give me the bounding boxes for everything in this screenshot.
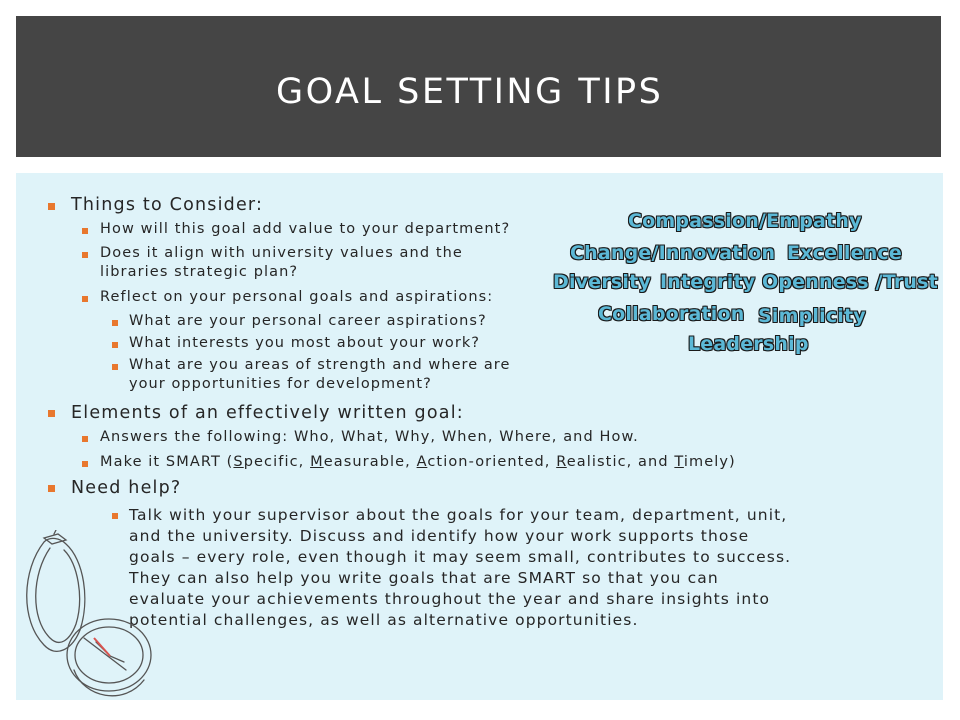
value-word: Simplicity — [758, 305, 866, 327]
smart-initial: T — [674, 454, 684, 470]
value-word: Compassion/Empathy — [628, 210, 862, 232]
item-bullet — [82, 252, 88, 258]
paragraph-line: They can also help you write goals that are SMART so that you can — [129, 569, 719, 587]
list-item: Does it align with university values and the — [100, 245, 463, 261]
value-word: Excellence — [787, 242, 902, 264]
smart-list-item — [100, 454, 736, 470]
paragraph-line: Talk with your supervisor about the goals for your team, department, unit, — [129, 506, 788, 524]
sub-list-item: What are your personal career aspirations? — [129, 313, 487, 329]
smart-prefix: Make it SMART ( — [100, 454, 234, 470]
smart-word: easurable, — [323, 454, 417, 470]
item-bullet — [82, 296, 88, 302]
list-item: How will this goal add value to your department? — [100, 221, 511, 237]
section-bullet — [48, 203, 55, 210]
item-bullet — [82, 461, 88, 467]
subitem-bullet — [112, 513, 118, 519]
smart-initial: S — [233, 454, 244, 470]
smart-word: imely) — [683, 454, 736, 470]
value-word: Change/Innovation — [570, 242, 776, 264]
sub-list-item: What interests you most about your work? — [129, 335, 481, 351]
subitem-bullet — [112, 320, 118, 326]
paragraph-line: goals – every role, even though it may seem small, contributes to success. — [129, 548, 792, 566]
section-bullet — [48, 410, 55, 417]
list-item: Reflect on your personal goals and aspirations: — [100, 289, 494, 305]
value-word: Openness /Trust — [762, 271, 938, 293]
paragraph-line: evaluate your achievements throughout the year and share insights into — [129, 590, 771, 608]
subitem-bullet — [112, 342, 118, 348]
section-heading: Things to Consider: — [71, 195, 264, 215]
value-word: Integrity — [660, 271, 756, 293]
smart-initial: R — [556, 454, 567, 470]
smart-word: pecific, — [243, 454, 311, 470]
smart-word: ealistic, and — [566, 454, 675, 470]
smart-initial: M — [310, 454, 324, 470]
section-bullet — [48, 485, 55, 492]
item-bullet — [82, 228, 88, 234]
compass-icon — [14, 530, 154, 710]
list-item: Answers the following: Who, What, Why, When, Where, and How. — [100, 429, 639, 445]
paragraph-line: potential challenges, as well as alternative opportunities. — [129, 611, 639, 629]
sub-list-item: What are you areas of strength and where are — [129, 357, 511, 373]
section-heading: Elements of an effectively written goal: — [71, 403, 464, 423]
item-bullet — [82, 436, 88, 442]
list-item-continuation: libraries strategic plan? — [100, 264, 299, 280]
subitem-bullet — [112, 364, 118, 370]
value-word: Collaboration — [598, 303, 745, 325]
smart-word: ction-oriented, — [427, 454, 557, 470]
slide-title: GOAL SETTING TIPS — [276, 72, 664, 112]
sub-list-item-continuation: your opportunities for development? — [129, 376, 432, 392]
section-heading: Need help? — [71, 478, 182, 498]
paragraph-line: and the university. Discuss and identify how your work supports those — [129, 527, 750, 545]
value-word: Leadership — [688, 333, 809, 355]
smart-initial: A — [416, 454, 428, 470]
value-word: Diversity — [553, 271, 652, 293]
